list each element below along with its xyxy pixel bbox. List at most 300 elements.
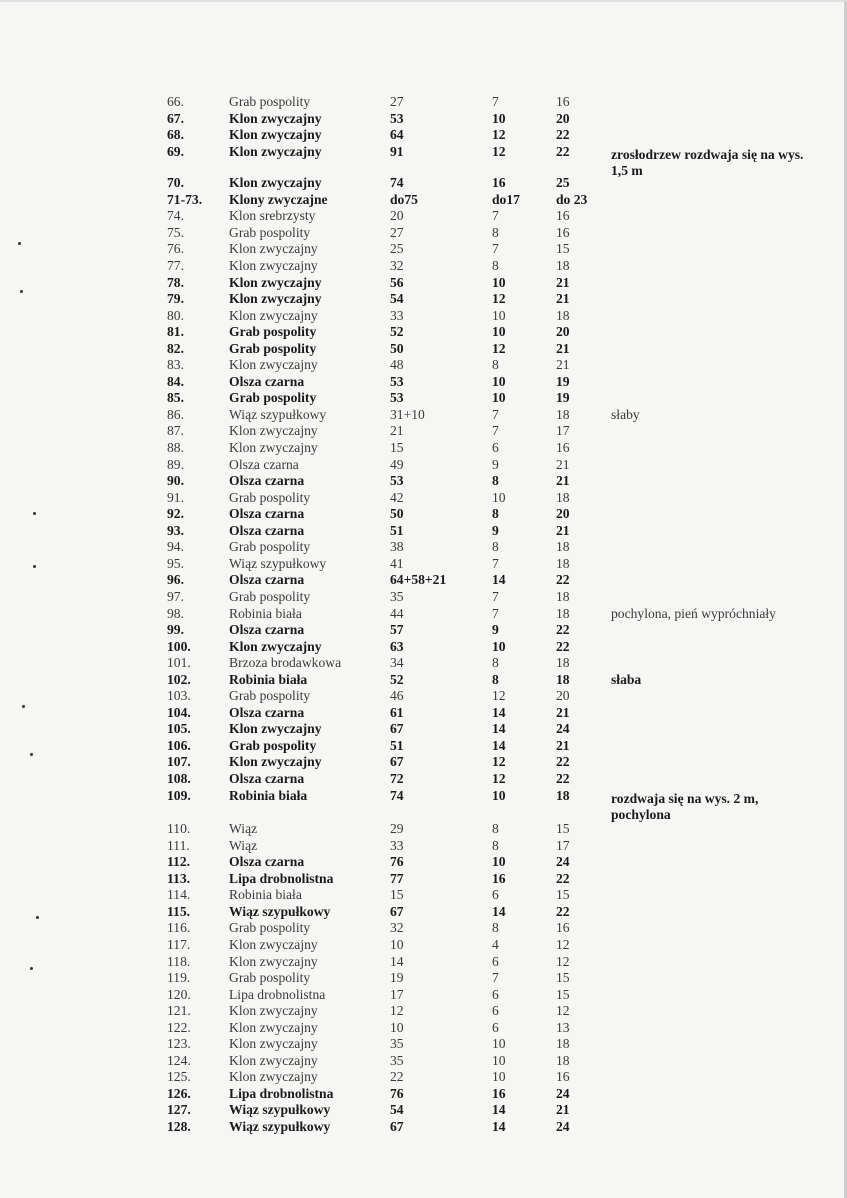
trunk-circumference: 35 (390, 1052, 404, 1068)
trunk-circumference: 63 (390, 638, 404, 654)
remarks: słaba (611, 671, 642, 687)
trunk-circumference: 53 (390, 473, 404, 489)
crown-width: 21 (556, 704, 570, 720)
tree-height: 8 (492, 357, 499, 373)
species-name: Wiąz (229, 837, 258, 853)
species-name: Olsza czarna (229, 622, 305, 638)
trunk-circumference: 74 (390, 787, 404, 803)
trunk-circumference: 21 (390, 423, 404, 439)
species-name: Wiąz szypułkowy (229, 903, 331, 919)
tree-height: 7 (492, 970, 499, 986)
trunk-circumference: 20 (390, 208, 404, 224)
tree-height: 16 (492, 1085, 506, 1101)
species-name: Brzoza brodawkowa (229, 655, 342, 671)
tree-height: 10 (492, 854, 506, 870)
trunk-circumference: 46 (390, 688, 404, 704)
crown-width: 18 (556, 307, 570, 323)
crown-width: 22 (556, 622, 570, 638)
tree-height: 7 (492, 208, 499, 224)
crown-width: 15 (556, 821, 570, 837)
trunk-circumference: 29 (390, 821, 404, 837)
tree-height: 8 (492, 473, 499, 489)
species-name: Olsza czarna (229, 522, 305, 538)
species-name: Klon zwyczajny (229, 307, 318, 323)
trunk-circumference: 64+58+21 (390, 572, 447, 588)
trunk-circumference: 15 (390, 440, 404, 455)
tree-number: 120. (167, 986, 191, 1002)
trunk-circumference: 44 (390, 605, 404, 621)
trunk-circumference: 67 (390, 1119, 404, 1134)
tree-number: 67. (167, 110, 184, 126)
crown-width: 12 (556, 1003, 570, 1019)
crown-width: 15 (556, 986, 570, 1002)
tree-number: 126. (167, 1085, 191, 1101)
crown-width: 22 (556, 572, 570, 588)
tree-number: 103. (167, 688, 191, 704)
species-name: Lipa drobnolistna (229, 870, 334, 886)
tree-height: 14 (492, 721, 506, 737)
tree-height: 14 (492, 572, 506, 588)
trunk-circumference: 67 (390, 754, 404, 770)
species-name: Grab pospolity (229, 970, 311, 986)
tree-number: 71-73. (167, 191, 203, 207)
species-name: Klon zwyczajny (229, 1003, 318, 1019)
tree-height: 14 (492, 1119, 506, 1134)
species-name: Klon zwyczajny (229, 721, 322, 737)
tree-number: 94. (167, 539, 184, 555)
trunk-circumference: 32 (390, 257, 404, 273)
tree-number: 79. (167, 291, 184, 307)
tree-height: 7 (492, 94, 499, 109)
trunk-circumference: 51 (390, 737, 404, 753)
species-name: Grab pospolity (229, 340, 317, 356)
trunk-circumference: 57 (390, 622, 404, 638)
tree-height: 9 (492, 622, 499, 638)
tree-number: 105. (167, 721, 191, 737)
trunk-circumference: 41 (390, 555, 404, 571)
tree-number: 69. (167, 143, 184, 159)
tree-number: 108. (167, 771, 191, 786)
crown-width: 12 (556, 953, 570, 969)
tree-number: 89. (167, 456, 184, 472)
tree-height: 10 (492, 787, 506, 803)
trunk-circumference: 76 (390, 854, 404, 870)
crown-width: 18 (556, 1052, 570, 1068)
crown-width: 25 (556, 175, 570, 191)
crown-width: 19 (556, 390, 570, 406)
trunk-circumference: 49 (390, 456, 404, 472)
tree-height: 12 (492, 143, 506, 159)
tree-height: 14 (492, 903, 506, 919)
crown-width: 21 (556, 737, 570, 753)
species-name: Olsza czarna (229, 771, 305, 786)
crown-width: 17 (556, 423, 570, 439)
species-name: Robinia biała (229, 605, 302, 621)
tree-number: 75. (167, 224, 184, 240)
tree-number: 93. (167, 522, 184, 538)
trunk-circumference: 25 (390, 241, 404, 257)
tree-number: 90. (167, 473, 184, 489)
trunk-circumference: 10 (390, 936, 404, 952)
tree-number: 112. (167, 854, 191, 870)
tree-height: 10 (492, 1036, 506, 1052)
tree-number: 116. (167, 920, 191, 936)
trunk-circumference: 67 (390, 903, 404, 919)
tree-height: 6 (492, 440, 499, 455)
crown-width: 24 (556, 1085, 570, 1101)
trunk-circumference: 33 (390, 307, 404, 323)
species-name: Klon zwyczajny (229, 423, 318, 439)
species-name: Klon zwyczajny (229, 936, 318, 952)
species-name: Grab pospolity (229, 737, 317, 753)
crown-width: 22 (556, 127, 570, 143)
tree-number: 98. (167, 605, 184, 621)
trunk-circumference: 35 (390, 1036, 404, 1052)
tree-number: 111. (167, 837, 190, 853)
tree-height: 8 (492, 224, 499, 240)
tree-number: 95. (167, 555, 184, 571)
tree-height: 7 (492, 605, 499, 621)
species-name: Klon zwyczajny (229, 175, 322, 191)
crown-width: 18 (556, 671, 570, 687)
crown-width: 22 (556, 638, 570, 654)
remarks: rozdwaja się na wys. 2 m, pochylona (611, 790, 759, 822)
tree-height: do17 (492, 191, 520, 207)
tree-height: 7 (492, 588, 499, 604)
species-name: Klon zwyczajny (229, 440, 318, 455)
species-name: Wiąz szypułkowy (229, 406, 327, 422)
tree-height: 10 (492, 307, 506, 323)
species-name: Klon zwyczajny (229, 257, 318, 273)
species-name: Klon zwyczajny (229, 1019, 318, 1035)
tree-number: 117. (167, 936, 191, 952)
tree-height: 6 (492, 953, 499, 969)
crown-width: 18 (556, 257, 570, 273)
species-name: Grab pospolity (229, 688, 311, 704)
scan-speck (30, 753, 33, 756)
tree-number: 82. (167, 340, 184, 356)
species-name: Olsza czarna (229, 506, 305, 522)
scan-speck (20, 290, 23, 293)
tree-number: 101. (167, 655, 191, 671)
species-name: Grab pospolity (229, 324, 317, 340)
trunk-circumference: 54 (390, 1102, 404, 1118)
trunk-circumference: 34 (390, 655, 404, 671)
species-name: Klon zwyczajny (229, 638, 322, 654)
trunk-circumference: 52 (390, 324, 404, 340)
scan-speck (18, 242, 21, 245)
trunk-circumference: 56 (390, 274, 404, 290)
tree-number: 107. (167, 754, 191, 770)
tree-height: 10 (492, 110, 506, 126)
tree-height: 16 (492, 870, 506, 886)
tree-number: 104. (167, 704, 191, 720)
crown-width: 21 (556, 340, 570, 356)
tree-number: 127. (167, 1102, 191, 1118)
tree-height: 8 (492, 257, 499, 273)
species-name: Klon zwyczajny (229, 1036, 318, 1052)
tree-number: 109. (167, 787, 191, 803)
tree-height: 10 (492, 373, 506, 389)
species-name: Wiąz szypułkowy (229, 555, 327, 571)
species-name: Grab pospolity (229, 390, 317, 406)
trunk-circumference: 54 (390, 291, 404, 307)
species-name: Klony zwyczajne (229, 191, 328, 207)
trunk-circumference: 22 (390, 1069, 404, 1085)
crown-width: 18 (556, 1036, 570, 1052)
species-name: Olsza czarna (229, 704, 305, 720)
tree-height: 4 (492, 936, 499, 952)
tree-height: 8 (492, 539, 499, 555)
crown-width: 24 (556, 721, 570, 737)
remarks: słaby (611, 406, 640, 422)
species-name: Olsza czarna (229, 473, 305, 489)
trunk-circumference: 32 (390, 920, 404, 936)
crown-width: 19 (556, 373, 570, 389)
crown-width: 20 (556, 324, 570, 340)
species-name: Klon zwyczajny (229, 754, 322, 770)
species-name: Wiąz szypułkowy (229, 1119, 331, 1134)
tree-number: 118. (167, 953, 191, 969)
tree-height: 12 (492, 291, 506, 307)
species-name: Klon zwyczajny (229, 1069, 318, 1085)
scan-speck (30, 967, 33, 970)
tree-height: 8 (492, 655, 499, 671)
crown-width: 15 (556, 970, 570, 986)
tree-height: 7 (492, 555, 499, 571)
tree-height: 8 (492, 671, 499, 687)
scan-speck (33, 512, 36, 515)
species-name: Grab pospolity (229, 489, 311, 505)
crown-width: 12 (556, 936, 570, 952)
tree-number: 123. (167, 1036, 191, 1052)
tree-number: 77. (167, 257, 184, 273)
species-name: Klon srebrzysty (229, 208, 316, 224)
crown-width: 18 (556, 406, 570, 422)
tree-height: 8 (492, 506, 499, 522)
tree-number: 91. (167, 489, 184, 505)
tree-height: 14 (492, 1102, 506, 1118)
tree-number: 119. (167, 970, 191, 986)
tree-height: 6 (492, 1003, 499, 1019)
crown-width: 21 (556, 274, 570, 290)
crown-width: 18 (556, 787, 570, 803)
tree-number: 125. (167, 1069, 191, 1085)
tree-number: 85. (167, 390, 184, 406)
species-name: Klon zwyczajny (229, 953, 318, 969)
tree-height: 14 (492, 704, 506, 720)
trunk-circumference: 15 (390, 887, 404, 903)
crown-width: 13 (556, 1019, 570, 1035)
tree-number: 76. (167, 241, 184, 257)
tree-number: 102. (167, 671, 191, 687)
tree-height: 12 (492, 771, 506, 786)
trunk-circumference: 67 (390, 721, 404, 737)
tree-height: 12 (492, 340, 506, 356)
crown-width: 21 (556, 522, 570, 538)
tree-number: 92. (167, 506, 184, 522)
tree-height: 8 (492, 837, 499, 853)
scan-speck (22, 705, 25, 708)
tree-number: 78. (167, 274, 184, 290)
crown-width: 21 (556, 473, 570, 489)
species-name: Wiąz szypułkowy (229, 1102, 331, 1118)
tree-height: 6 (492, 1019, 499, 1035)
species-name: Lipa drobnolistna (229, 1085, 334, 1101)
species-name: Grab pospolity (229, 920, 311, 936)
tree-height: 10 (492, 489, 506, 505)
species-name: Klon zwyczajny (229, 110, 322, 126)
tree-number: 88. (167, 440, 184, 455)
crown-width: 20 (556, 688, 570, 704)
species-name: Olsza czarna (229, 572, 305, 588)
tree-number: 114. (167, 887, 191, 903)
trunk-circumference: 42 (390, 489, 404, 505)
species-name: Grab pospolity (229, 224, 311, 240)
tree-number: 74. (167, 208, 184, 224)
tree-number: 128. (167, 1119, 191, 1134)
remarks: zrosłodrzew rozdwaja się na wys. 1,5 m (611, 146, 804, 178)
species-name: Grab pospolity (229, 539, 311, 555)
tree-height: 10 (492, 638, 506, 654)
tree-number: 83. (167, 357, 184, 373)
trunk-circumference: 74 (390, 175, 404, 191)
crown-width: 20 (556, 110, 570, 126)
species-name: Klon zwyczajny (229, 357, 318, 373)
crown-width: 18 (556, 555, 570, 571)
trunk-circumference: 14 (390, 953, 404, 969)
tree-height: 16 (492, 175, 506, 191)
tree-height: 12 (492, 688, 506, 704)
tree-number: 115. (167, 903, 191, 919)
crown-width: 21 (556, 357, 570, 373)
crown-width: 24 (556, 854, 570, 870)
trunk-circumference: 19 (390, 970, 404, 986)
crown-width: 16 (556, 224, 570, 240)
tree-height: 10 (492, 1069, 506, 1085)
trunk-circumference: 27 (390, 94, 404, 109)
tree-number: 100. (167, 638, 191, 654)
crown-width: 18 (556, 539, 570, 555)
tree-number: 121. (167, 1003, 191, 1019)
trunk-circumference: 38 (390, 539, 404, 555)
tree-height: 6 (492, 986, 499, 1002)
tree-number: 106. (167, 737, 191, 753)
tree-number: 99. (167, 622, 184, 638)
tree-height: 7 (492, 241, 499, 257)
trunk-circumference: 12 (390, 1003, 404, 1019)
trunk-circumference: 10 (390, 1019, 404, 1035)
tree-number: 122. (167, 1019, 191, 1035)
crown-width: 17 (556, 837, 570, 853)
trunk-circumference: 50 (390, 506, 404, 522)
species-name: Klon zwyczajny (229, 1052, 318, 1068)
crown-width: 16 (556, 920, 570, 936)
trunk-circumference: 61 (390, 704, 404, 720)
tree-height: 10 (492, 390, 506, 406)
crown-width: 22 (556, 754, 570, 770)
tree-number: 68. (167, 127, 184, 143)
trunk-circumference: 33 (390, 837, 404, 853)
tree-number: 124. (167, 1052, 191, 1068)
tree-height: 10 (492, 274, 506, 290)
species-name: Robinia biała (229, 671, 308, 687)
crown-width: 16 (556, 208, 570, 224)
trunk-circumference: do75 (390, 191, 418, 207)
species-name: Lipa drobnolistna (229, 986, 326, 1002)
trunk-circumference: 27 (390, 224, 404, 240)
crown-width: 16 (556, 1069, 570, 1085)
crown-width: 15 (556, 241, 570, 257)
trunk-circumference: 50 (390, 340, 404, 356)
crown-width: 18 (556, 655, 570, 671)
tree-number: 86. (167, 406, 184, 422)
species-name: Grab pospolity (229, 94, 311, 109)
scan-speck (36, 916, 39, 919)
trunk-circumference: 31+10 (390, 406, 425, 422)
tree-number: 87. (167, 423, 184, 439)
trunk-circumference: 76 (390, 1085, 404, 1101)
trunk-circumference: 17 (390, 986, 404, 1002)
tree-height: 8 (492, 821, 499, 837)
remarks: pochylona, pień wypróchniały (611, 605, 776, 621)
trunk-circumference: 64 (390, 127, 404, 143)
tree-height: 14 (492, 737, 506, 753)
scan-speck (33, 565, 36, 568)
tree-height: 12 (492, 127, 506, 143)
trunk-circumference: 53 (390, 110, 404, 126)
trunk-circumference: 91 (390, 143, 404, 159)
species-name: Wiąz (229, 821, 258, 837)
trunk-circumference: 52 (390, 671, 404, 687)
crown-width: 18 (556, 489, 570, 505)
trunk-circumference: 53 (390, 390, 404, 406)
crown-width: 22 (556, 771, 570, 786)
species-name: Klon zwyczajny (229, 127, 322, 143)
crown-width: 24 (556, 1119, 570, 1134)
trunk-circumference: 77 (390, 870, 404, 886)
crown-width: 16 (556, 94, 570, 109)
species-name: Robinia biała (229, 787, 308, 803)
tree-height: 10 (492, 1052, 506, 1068)
tree-number: 113. (167, 870, 191, 886)
trunk-circumference: 72 (390, 771, 404, 786)
crown-width: 21 (556, 456, 570, 472)
species-name: Klon zwyczajny (229, 274, 322, 290)
crown-width: 18 (556, 605, 570, 621)
trunk-circumference: 53 (390, 373, 404, 389)
tree-number: 97. (167, 588, 184, 604)
crown-width: 22 (556, 870, 570, 886)
species-name: Grab pospolity (229, 588, 311, 604)
crown-width: 22 (556, 903, 570, 919)
tree-number: 66. (167, 94, 184, 109)
tree-height: 12 (492, 754, 506, 770)
crown-width: 20 (556, 506, 570, 522)
trunk-circumference: 51 (390, 522, 404, 538)
trunk-circumference: 48 (390, 357, 404, 373)
species-name: Klon zwyczajny (229, 291, 322, 307)
crown-width: 16 (556, 440, 570, 455)
crown-width: do 23 (556, 191, 588, 207)
crown-width: 21 (556, 1102, 570, 1118)
crown-width: 22 (556, 143, 570, 159)
tree-number: 70. (167, 175, 184, 191)
crown-width: 18 (556, 588, 570, 604)
species-name: Olsza czarna (229, 456, 299, 472)
trunk-circumference: 35 (390, 588, 404, 604)
tree-height: 9 (492, 456, 499, 472)
